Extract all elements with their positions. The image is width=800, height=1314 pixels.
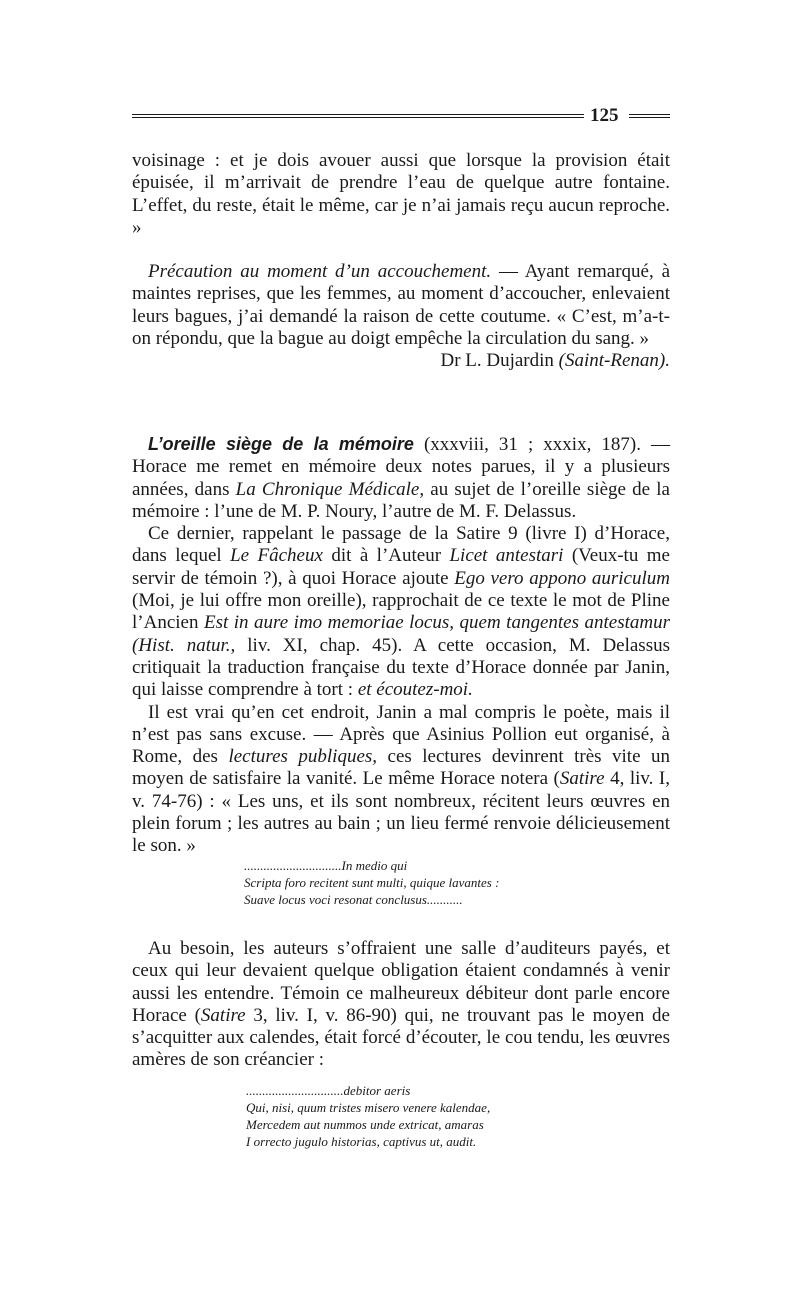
signature: Dr L. Dujardin (Saint-Renan). <box>440 350 670 372</box>
section-precaution <box>132 261 670 372</box>
verse-line: Qui, nisi, quum tristes misero venere kalendae, <box>246 1100 491 1115</box>
verse-line: I orrecto jugulo historias, captivus ut, audit. <box>246 1134 477 1149</box>
journal-title: La Chronique Médicale, <box>235 478 425 500</box>
verse-line: ..............................debitor aeris <box>246 1083 411 1098</box>
paragraph-precaution: — Ayant remarqué, à maintes reprises, que les femmes, au moment d’accoucher, enlevaient leurs bagues, j’ai demandé la raison de cette coutume. « C’est, m’a-t-on répondu, que la bague au doigt empêche la circulation du sang. » <box>132 261 671 349</box>
verse-quote-1 <box>244 857 568 908</box>
section-reference: (xxxviii, 31 ; xxxix, 187). — <box>413 434 670 455</box>
verse-line: Suave locus voci resonat conclusus........... <box>244 892 463 907</box>
section-oreille: L’oreille siège de la mémoire (xxxviii, 31 ; xxxix, 187). — Horace me remet en mémoire deux notes parues, il y a plusieurs années, dans La Chronique Médicale, au sujet de l’oreille siège de la mémoire : l’une de M. P. Noury, l’autre de M. F. Delassus. Ce dernier, rappelant le passage de la Satire 9 (livre I) d’Horace, dans lequel Le Fâcheux dit à l’Auteur Licet antestari (Veux-tu me servir de témoin ?), à quoi Horace ajoute Ego vero appono auriculum (Moi, je lui offre mon oreille), rapprochait de ce texte le mot de Pline l’Ancien Est in aure imo memoriae locus, quem tangentes antestamur (Hist. natur., liv. XI, chap. 45). A cette occasion, M. Delassus critiquait la traduction française du texte d’Horace donnée par Janin, qui laisse comprendre à tort : et écoutez-moi. Il est vrai qu’en cet endroit, Janin a mal compris le poète, mais il n’est pas sans excuse. — Après que Asinius Pollion eut organisé, à Rome, des lectures publiques, ces lectures devinrent très vite un moyen de satisfaire la vanité. Le même Horace notera (Satire 4, liv. I, v. 74-76) : « Les uns, et ils sont nombreux, récitent leurs œuvres en plein forum ; les autres au bain ; un lieu fermé renvoie délicieusement le son. » <box>132 434 671 857</box>
verse-quote-2 <box>246 1082 570 1150</box>
verse-line: Scripta foro recitent sunt multi, quique lavantes : <box>244 875 500 890</box>
running-header <box>132 105 670 127</box>
verse-line: Mercedem aut nummos unde extricat, amaras <box>246 1117 484 1132</box>
verse-line: ..............................In medio qui <box>244 858 408 873</box>
header-rule-left <box>132 114 584 118</box>
paragraph-au-besoin: Au besoin, les auteurs s’offraient une salle d’auditeurs payés, et ceux qui leur devaient quelque obligation étaient condamnés à venir aussi les entendre. Témoin ce malheureux débiteur dont parle encore Horace (Satire 3, liv. I, v. 86-90) qui, ne trouvant pas le moyen de s’acquitter aux calendes, était forcé d’écouter, le cou tendu, les œuvres amères de son créancier : <box>132 938 670 1071</box>
paragraph-ce-dernier: Ce dernier, rappelant le passage de la Satire 9 (livre I) d’Horace, dans lequel Le Fâcheux dit à l’Auteur Licet antestari (Veux-tu me servir de témoin ?), à quoi Horace ajoute Ego vero appono auriculum (Moi, je lui offre mon oreille), rapprochait de ce texte le mot de Pline l’Ancien Est in aure imo memoriae locus, quem tangentes antestamur (Hist. natur., liv. XI, chap. 45). A cette occasion, M. Delassus critiquait la traduction française du texte d’Horace donnée par Janin, qui laisse comprendre à tort : et écoutez-moi. <box>132 523 670 701</box>
page-number: 125 <box>590 105 619 126</box>
paragraph-voisinage: voisinage : et je dois avouer aussi que lorsque la provision était épuisée, il m’arrivait de prendre l’eau de quelque autre fontaine. L’effet, du reste, était le même, car je n’ai jamais reçu aucun reproche. » <box>132 150 670 238</box>
section-title-precaution: Précaution au moment d’un accouchement. <box>148 261 492 282</box>
paragraph-il-est-vrai: Il est vrai qu’en cet endroit, Janin a mal compris le poète, mais il n’est pas sans excuse. — Après que Asinius Pollion eut organisé, à Rome, des lectures publiques, ces lectures devinrent très vite un moyen de satisfaire la vanité. Le même Horace notera (Satire 4, liv. I, v. 74-76) : « Les uns, et ils sont nombreux, récitent leurs œuvres en plein forum ; les autres au bain ; un lieu fermé renvoie délicieusement le son. » <box>132 701 671 857</box>
header-rule-right <box>629 114 670 118</box>
section-title-oreille: L’oreille siège de la mémoire <box>148 434 414 454</box>
